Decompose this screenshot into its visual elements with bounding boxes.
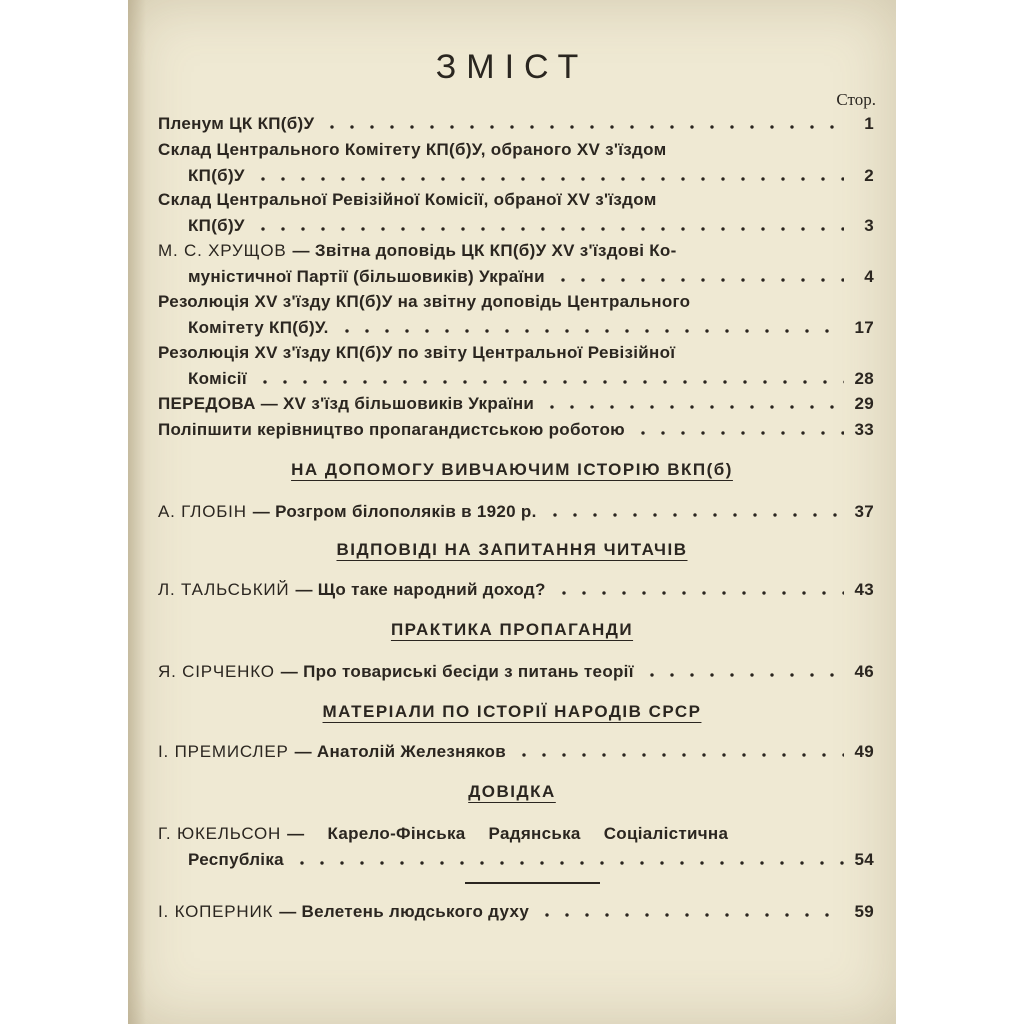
leader-dots bbox=[255, 380, 844, 384]
toc-entry bbox=[158, 114, 874, 140]
section-heading-text: ДОВІДКА bbox=[468, 782, 556, 801]
leader-dots bbox=[253, 177, 844, 181]
entry-author: Я. СІРЧЕНКО bbox=[158, 662, 275, 681]
entry-title: Резолюція XV з'їзду КП(б)У по звіту Центральної Ревізійної bbox=[158, 343, 676, 362]
document-page bbox=[128, 0, 896, 1024]
entry-author: М. С. ХРУЩОВ bbox=[158, 241, 287, 260]
page-number: 33 bbox=[854, 420, 874, 439]
page-number: 1 bbox=[864, 114, 874, 133]
entry-title: — Звітна доповідь ЦК КП(б)У XV з'їздові Ко- bbox=[292, 241, 677, 260]
entry-author: Л. ТАЛЬСЬКИЙ bbox=[158, 580, 290, 599]
toc-entry bbox=[158, 241, 874, 293]
entry-title: — Карело-Фінська Радянська Соціалістична bbox=[287, 824, 729, 843]
page-number: 37 bbox=[854, 502, 874, 521]
entry-title: Склад Центральної Ревізійної Комісії, обраної XV з'їздом bbox=[158, 190, 657, 209]
section-divider bbox=[465, 882, 600, 884]
entry-title: Склад Центрального Комітету КП(б)У, обраного XV з'їздом bbox=[158, 140, 667, 159]
leader-dots bbox=[642, 673, 844, 677]
entry-title-cont: Комітету КП(б)У. bbox=[188, 318, 329, 337]
page-number: 3 bbox=[864, 216, 874, 235]
toc-entry bbox=[158, 824, 874, 876]
leader-dots bbox=[553, 278, 844, 282]
section-heading-text: НА ДОПОМОГУ ВИВЧАЮЧИМ ІСТОРІЮ ВКП(б) bbox=[291, 460, 733, 479]
page-number: 2 bbox=[864, 166, 874, 185]
entry-title: Поліпшити керівництво пропагандистською роботою bbox=[158, 420, 625, 439]
page-number: 59 bbox=[854, 902, 874, 921]
section-heading-text: ВІДПОВІДІ НА ЗАПИТАННЯ ЧИТАЧІВ bbox=[336, 540, 688, 559]
leader-dots bbox=[545, 513, 844, 517]
section-heading-text: ПРАКТИКА ПРОПАГАНДИ bbox=[390, 620, 634, 639]
toc-entry bbox=[158, 902, 874, 928]
page-number: 54 bbox=[854, 850, 874, 869]
entry-title-cont: КП(б)У bbox=[188, 216, 245, 235]
page-number: 29 bbox=[854, 394, 874, 413]
entry-author: І. ПРЕМИСЛЕР bbox=[158, 742, 289, 761]
page-number: 17 bbox=[854, 318, 874, 337]
page-number: 4 bbox=[864, 267, 874, 286]
toc-entry bbox=[158, 343, 874, 395]
entry-title: — Анатолій Железняков bbox=[294, 742, 506, 761]
entry-title: — Що таке народний доход? bbox=[295, 580, 546, 599]
entry-title-cont: Комісії bbox=[188, 369, 247, 388]
toc-entry bbox=[158, 394, 874, 420]
leader-dots bbox=[292, 861, 844, 865]
entry-title: Пленум ЦК КП(б)У bbox=[158, 114, 315, 133]
toc-entry bbox=[158, 502, 874, 528]
toc-entry bbox=[158, 190, 874, 242]
entry-author: І. КОПЕРНИК bbox=[158, 902, 274, 921]
toc-entry bbox=[158, 292, 874, 344]
section-heading bbox=[128, 540, 896, 560]
page-title: ЗМІСТ bbox=[435, 48, 589, 86]
section-heading-text: МАТЕРІАЛИ ПО ІСТОРІЇ НАРОДІВ СРСР bbox=[322, 702, 702, 721]
toc-entry bbox=[158, 580, 874, 606]
page-number: 43 bbox=[854, 580, 874, 599]
leader-dots bbox=[633, 431, 844, 435]
toc-entry bbox=[158, 420, 874, 446]
section-heading bbox=[128, 620, 896, 640]
leader-dots bbox=[337, 329, 844, 333]
leader-dots bbox=[554, 591, 844, 595]
page-column-header: Стор. bbox=[836, 90, 876, 109]
toc-entry bbox=[158, 742, 874, 768]
leader-dots bbox=[514, 753, 844, 757]
leader-dots bbox=[537, 913, 844, 917]
leader-dots bbox=[322, 125, 844, 129]
leader-dots bbox=[253, 227, 844, 231]
entry-title: — Розгром білополяків в 1920 р. bbox=[252, 502, 537, 521]
section-heading bbox=[128, 702, 896, 722]
entry-author: Г. ЮКЕЛЬСОН bbox=[158, 824, 282, 843]
entry-author: А. ГЛОБІН bbox=[158, 502, 247, 521]
entry-title: — Велетень людського духу bbox=[279, 902, 530, 921]
page-number: 28 bbox=[854, 369, 874, 388]
page-number: 49 bbox=[854, 742, 874, 761]
entry-title-cont: КП(б)У bbox=[188, 166, 245, 185]
section-heading bbox=[128, 782, 896, 802]
toc-entry bbox=[158, 662, 874, 688]
section-heading bbox=[128, 460, 896, 480]
entry-title-cont: Республіка bbox=[188, 850, 284, 869]
page-number: 46 bbox=[854, 662, 874, 681]
entry-title-cont: муністичної Партії (більшовиків) України bbox=[188, 267, 545, 286]
entry-title: — Про товариські бесіди з питань теорії bbox=[280, 662, 634, 681]
leader-dots bbox=[542, 405, 844, 409]
entry-title: Резолюція XV з'їзду КП(б)У на звітну доповідь Центрального bbox=[158, 292, 691, 311]
toc-entry bbox=[158, 140, 874, 192]
entry-title: ПЕРЕДОВА — XV з'їзд більшовиків України bbox=[158, 394, 535, 413]
